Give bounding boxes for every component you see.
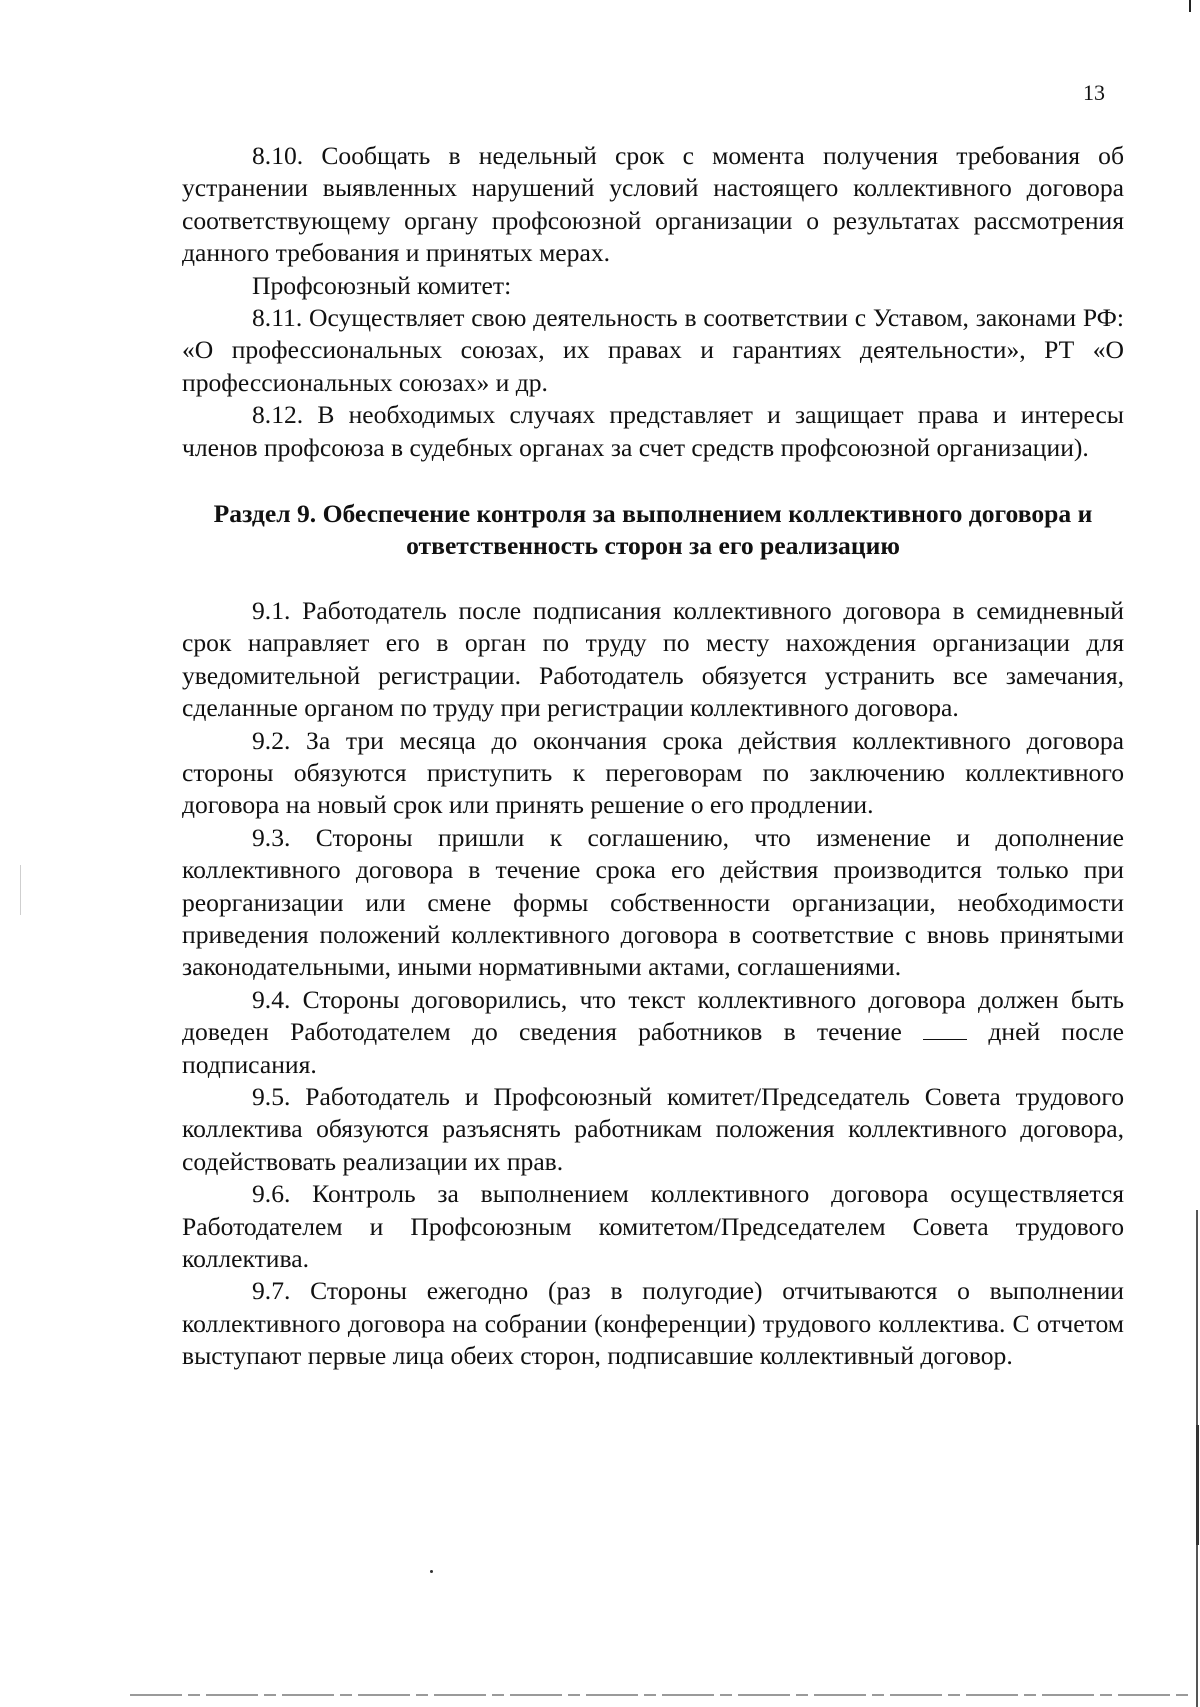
paragraph-union-committee: Профсоюзный комитет: xyxy=(252,270,512,300)
paragraph-9-5: 9.5. Работодатель и Профсоюзный комитет/Председатель Совета трудового коллектива обязуются разъяснять работникам положения коллективного договора, содействовать реализации их прав. xyxy=(182,1081,1124,1176)
paragraph-9-3: 9.3. Стороны пришли к соглашению, что изменение и дополнение коллективного договора в течение срока его действия производится только при реорганизации или смене формы собственности организации, необходимости приведения положений коллективного договора в соответствие с вновь принятыми законодательными, иными нормативными актами, соглашениями. xyxy=(182,822,1124,982)
section-heading: Раздел 9. Обеспечение контроля за выполнением коллективного договора и ответственность сторон за его реализацию xyxy=(213,499,1093,561)
blank-days-field xyxy=(923,1017,967,1040)
paragraph-8-10: 8.10. Сообщать в недельный срок с момента получения требования об устранении выявленных нарушений условий настоящего коллективного договора соответствующему органу профсоюзной организации о результатах рассмотрения данного требования и принятых мерах. xyxy=(182,141,1124,268)
scan-artifact-left-mark xyxy=(20,865,21,915)
paragraph-9-7: 9.7. Стороны ежегодно (раз в полугодие) отчитываются о выполнении коллективного договора на собрании (конференции) трудового коллектива. С отчетом выступают первые лица обеих сторон, подписавшие коллективный договор. xyxy=(182,1276,1124,1371)
paragraph-9-4-end: дней после подписания. xyxy=(182,1017,1125,1079)
scan-artifact-bottom-edge xyxy=(130,1694,1190,1696)
scan-artifact-right-edge-dark xyxy=(1196,1425,1199,1545)
page-number: 13 xyxy=(1083,80,1105,105)
paragraph-8-11: 8.11. Осуществляет свою деятельность в соответствии с Уставом, законами РФ: «О профессиональных союзах, их правах и гарантиях деятельности», РТ «О профессиональных союзах» и др. xyxy=(182,303,1124,397)
document-body xyxy=(182,140,1124,1373)
paragraph-8-12: 8.12. В необходимых случаях представляет и защищает права и интересы членов профсоюза в судебных органах за счет средств профсоюзной организации). xyxy=(182,400,1124,462)
paragraph-9-6: 9.6. Контроль за выполнением коллективного договора осуществляется Работодателем и Профсоюзным комитетом/Председателем Совета трудового коллектива. xyxy=(182,1179,1124,1273)
scan-artifact-dot xyxy=(430,1570,433,1573)
scan-artifact-top xyxy=(1189,0,1191,12)
paragraph-9-4 xyxy=(182,984,1124,1081)
paragraph-9-4-start: 9.4. Стороны договорились, что текст коллективного договора должен быть доведен Работодателем до сведения работников в течение xyxy=(182,984,1124,1047)
paragraph-9-1: 9.1. Работодатель после подписания коллективного договора в семидневный срок направляет его в орган по труду по месту нахождения организации для уведомительной регистрации. Работодатель обязуется устранить все замечания, сделанные органом по труду при регистрации коллективного договора. xyxy=(182,595,1124,723)
paragraph-9-2: 9.2. За три месяца до окончания срока действия коллективного договора стороны обязуются приступить к переговорам по заключению коллективного договора на новый срок или принять решение о его продлении. xyxy=(182,725,1124,820)
